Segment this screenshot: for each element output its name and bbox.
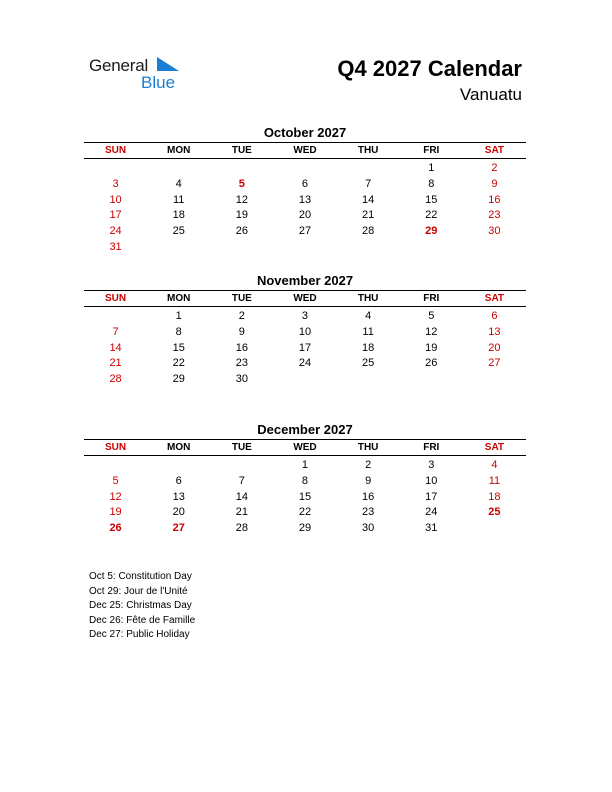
holiday-item: Dec 26: Fête de Famille — [89, 614, 196, 626]
day-cell: 21 — [109, 357, 122, 370]
day-cell: 5 — [428, 310, 435, 322]
holiday-list — [89, 570, 195, 643]
weekday-label: TUE — [231, 442, 252, 453]
day-cell: 5 — [112, 474, 119, 487]
holiday-day-cell: 27 — [172, 522, 185, 535]
day-cell: 16 — [488, 193, 501, 206]
empty-cell — [210, 458, 273, 474]
weekday-label: FRI — [423, 145, 440, 156]
month-october — [84, 124, 526, 256]
month-november — [84, 272, 526, 388]
day-cell: 30 — [488, 225, 501, 238]
day-cell: 3 — [112, 177, 119, 190]
day-cell: 29 — [298, 522, 312, 535]
logo-text-blue: Blue — [141, 73, 176, 92]
day-cell: 4 — [491, 459, 498, 471]
day-cell: 24 — [109, 225, 122, 238]
day-cell: 20 — [172, 506, 185, 519]
day-cell: 12 — [109, 490, 122, 503]
day-cell: 13 — [488, 325, 501, 338]
weekday-header — [84, 142, 526, 159]
empty-cell — [210, 161, 273, 177]
day-cell: 25 — [172, 225, 185, 238]
day-cell: 26 — [425, 357, 438, 370]
day-cell: 1 — [428, 162, 435, 174]
holiday-item: Dec 25: Christmas Day — [89, 600, 192, 611]
holiday-day-cell: 26 — [109, 522, 122, 535]
day-cell: 22 — [425, 209, 438, 222]
holiday-item: Oct 5: Constitution Day — [89, 571, 192, 582]
day-cell: 18 — [172, 209, 185, 222]
weekday-label: THU — [357, 442, 379, 453]
day-cell: 22 — [172, 357, 185, 370]
weekday-label: SUN — [105, 145, 127, 156]
page-title: Q4 2027 Calendar — [337, 56, 522, 81]
month-title: October 2027 — [263, 125, 347, 140]
weekday-label: SAT — [484, 442, 505, 453]
days-grid — [84, 307, 526, 388]
weekday-label: WED — [293, 442, 317, 453]
holiday-day-cell: 25 — [488, 506, 501, 519]
day-cell: 28 — [109, 373, 122, 386]
day-cell: 20 — [488, 341, 501, 354]
day-cell: 10 — [109, 193, 122, 206]
day-cell: 7 — [365, 177, 372, 190]
day-cell: 11 — [362, 325, 374, 338]
day-cell: 2 — [491, 162, 498, 174]
day-cell: 24 — [425, 506, 438, 519]
day-cell: 15 — [425, 193, 438, 206]
weekday-label: TUE — [231, 293, 252, 304]
weekday-label: WED — [293, 293, 317, 304]
day-cell: 31 — [425, 522, 438, 535]
day-cell: 7 — [112, 325, 119, 338]
empty-cell — [273, 161, 336, 177]
day-cell: 21 — [235, 506, 248, 519]
day-cell: 2 — [365, 459, 372, 471]
weekday-label: THU — [357, 145, 379, 156]
day-cell: 13 — [172, 490, 185, 503]
logo-triangle-icon — [157, 57, 179, 71]
empty-cell — [84, 458, 147, 474]
day-cell: 7 — [238, 474, 245, 487]
day-cell: 29 — [172, 373, 185, 386]
day-cell: 20 — [298, 209, 312, 222]
day-cell: 28 — [235, 522, 248, 535]
day-cell: 14 — [235, 490, 248, 503]
day-cell: 16 — [362, 490, 375, 503]
day-cell: 9 — [491, 177, 498, 190]
day-cell: 1 — [175, 310, 182, 322]
day-cell: 3 — [428, 459, 435, 471]
day-cell: 19 — [109, 506, 122, 519]
day-cell: 13 — [298, 193, 312, 206]
empty-cell — [147, 161, 210, 177]
day-cell: 27 — [488, 357, 501, 370]
weekday-label: FRI — [423, 293, 440, 304]
day-cell: 3 — [301, 310, 309, 322]
weekday-label: FRI — [423, 442, 440, 453]
page-subtitle: Vanuatu — [459, 85, 522, 104]
empty-cell — [147, 458, 210, 474]
day-cell: 23 — [362, 506, 375, 519]
day-cell: 15 — [298, 490, 312, 503]
day-cell: 24 — [298, 357, 312, 370]
day-cell: 31 — [109, 240, 122, 253]
weekday-header — [84, 290, 526, 307]
day-cell: 30 — [235, 373, 248, 386]
day-cell: 2 — [238, 310, 245, 322]
day-cell: 11 — [173, 193, 185, 206]
holiday-day-cell: 29 — [425, 225, 438, 238]
day-cell: 25 — [362, 357, 375, 370]
day-cell: 8 — [428, 177, 435, 190]
day-cell: 9 — [238, 325, 245, 338]
day-cell: 26 — [235, 225, 248, 238]
weekday-label: SUN — [105, 442, 127, 453]
weekday-label: SUN — [105, 293, 127, 304]
day-cell: 15 — [172, 341, 185, 354]
day-cell: 27 — [298, 225, 312, 238]
day-cell: 8 — [301, 474, 309, 487]
day-cell: 19 — [425, 341, 438, 354]
day-cell: 9 — [365, 474, 372, 487]
logo-text-general: General — [89, 56, 149, 75]
day-cell: 18 — [362, 341, 375, 354]
day-cell: 11 — [488, 474, 501, 487]
day-cell: 10 — [425, 474, 438, 487]
holiday-item: Dec 27: Public Holiday — [89, 629, 190, 640]
empty-cell — [84, 309, 147, 325]
weekday-label: SAT — [484, 293, 505, 304]
day-cell: 4 — [175, 177, 182, 190]
weekday-label: TUE — [231, 145, 252, 156]
day-cell: 23 — [488, 209, 501, 222]
day-cell: 12 — [425, 325, 438, 338]
weekday-label: THU — [357, 293, 379, 304]
weekday-label: MON — [167, 145, 191, 156]
weekday-label: MON — [167, 293, 191, 304]
weekday-label: WED — [293, 145, 317, 156]
day-cell: 4 — [365, 310, 372, 322]
weekday-label: SAT — [484, 145, 505, 156]
weekday-header — [84, 439, 526, 456]
day-cell: 30 — [362, 522, 375, 535]
day-cell: 23 — [235, 357, 248, 370]
day-cell: 14 — [109, 341, 122, 354]
brand-logo — [89, 56, 199, 96]
day-cell: 6 — [301, 177, 309, 190]
day-cell: 16 — [235, 341, 248, 354]
empty-cell — [84, 161, 147, 177]
day-cell: 8 — [175, 325, 182, 338]
days-grid — [84, 456, 526, 537]
day-cell: 10 — [298, 325, 312, 338]
day-cell: 18 — [488, 490, 501, 503]
month-title: December 2027 — [257, 422, 353, 437]
day-cell: 12 — [235, 193, 248, 206]
holiday-item: Oct 29: Jour de l'Unité — [89, 585, 188, 597]
day-cell: 17 — [109, 209, 122, 222]
day-cell: 28 — [362, 225, 375, 238]
weekday-label: MON — [167, 442, 191, 453]
day-cell: 22 — [298, 506, 312, 519]
day-cell: 19 — [235, 209, 248, 222]
day-cell: 17 — [425, 490, 438, 503]
day-cell: 1 — [301, 459, 309, 471]
days-grid — [84, 159, 526, 256]
day-cell: 17 — [298, 341, 312, 354]
day-cell: 14 — [362, 193, 375, 206]
empty-cell — [337, 161, 400, 177]
day-cell: 6 — [175, 474, 182, 487]
holiday-day-cell: 5 — [238, 177, 245, 190]
month-title: November 2027 — [256, 273, 354, 288]
day-cell: 21 — [362, 209, 375, 222]
day-cell: 6 — [491, 310, 498, 322]
month-december — [84, 421, 526, 537]
